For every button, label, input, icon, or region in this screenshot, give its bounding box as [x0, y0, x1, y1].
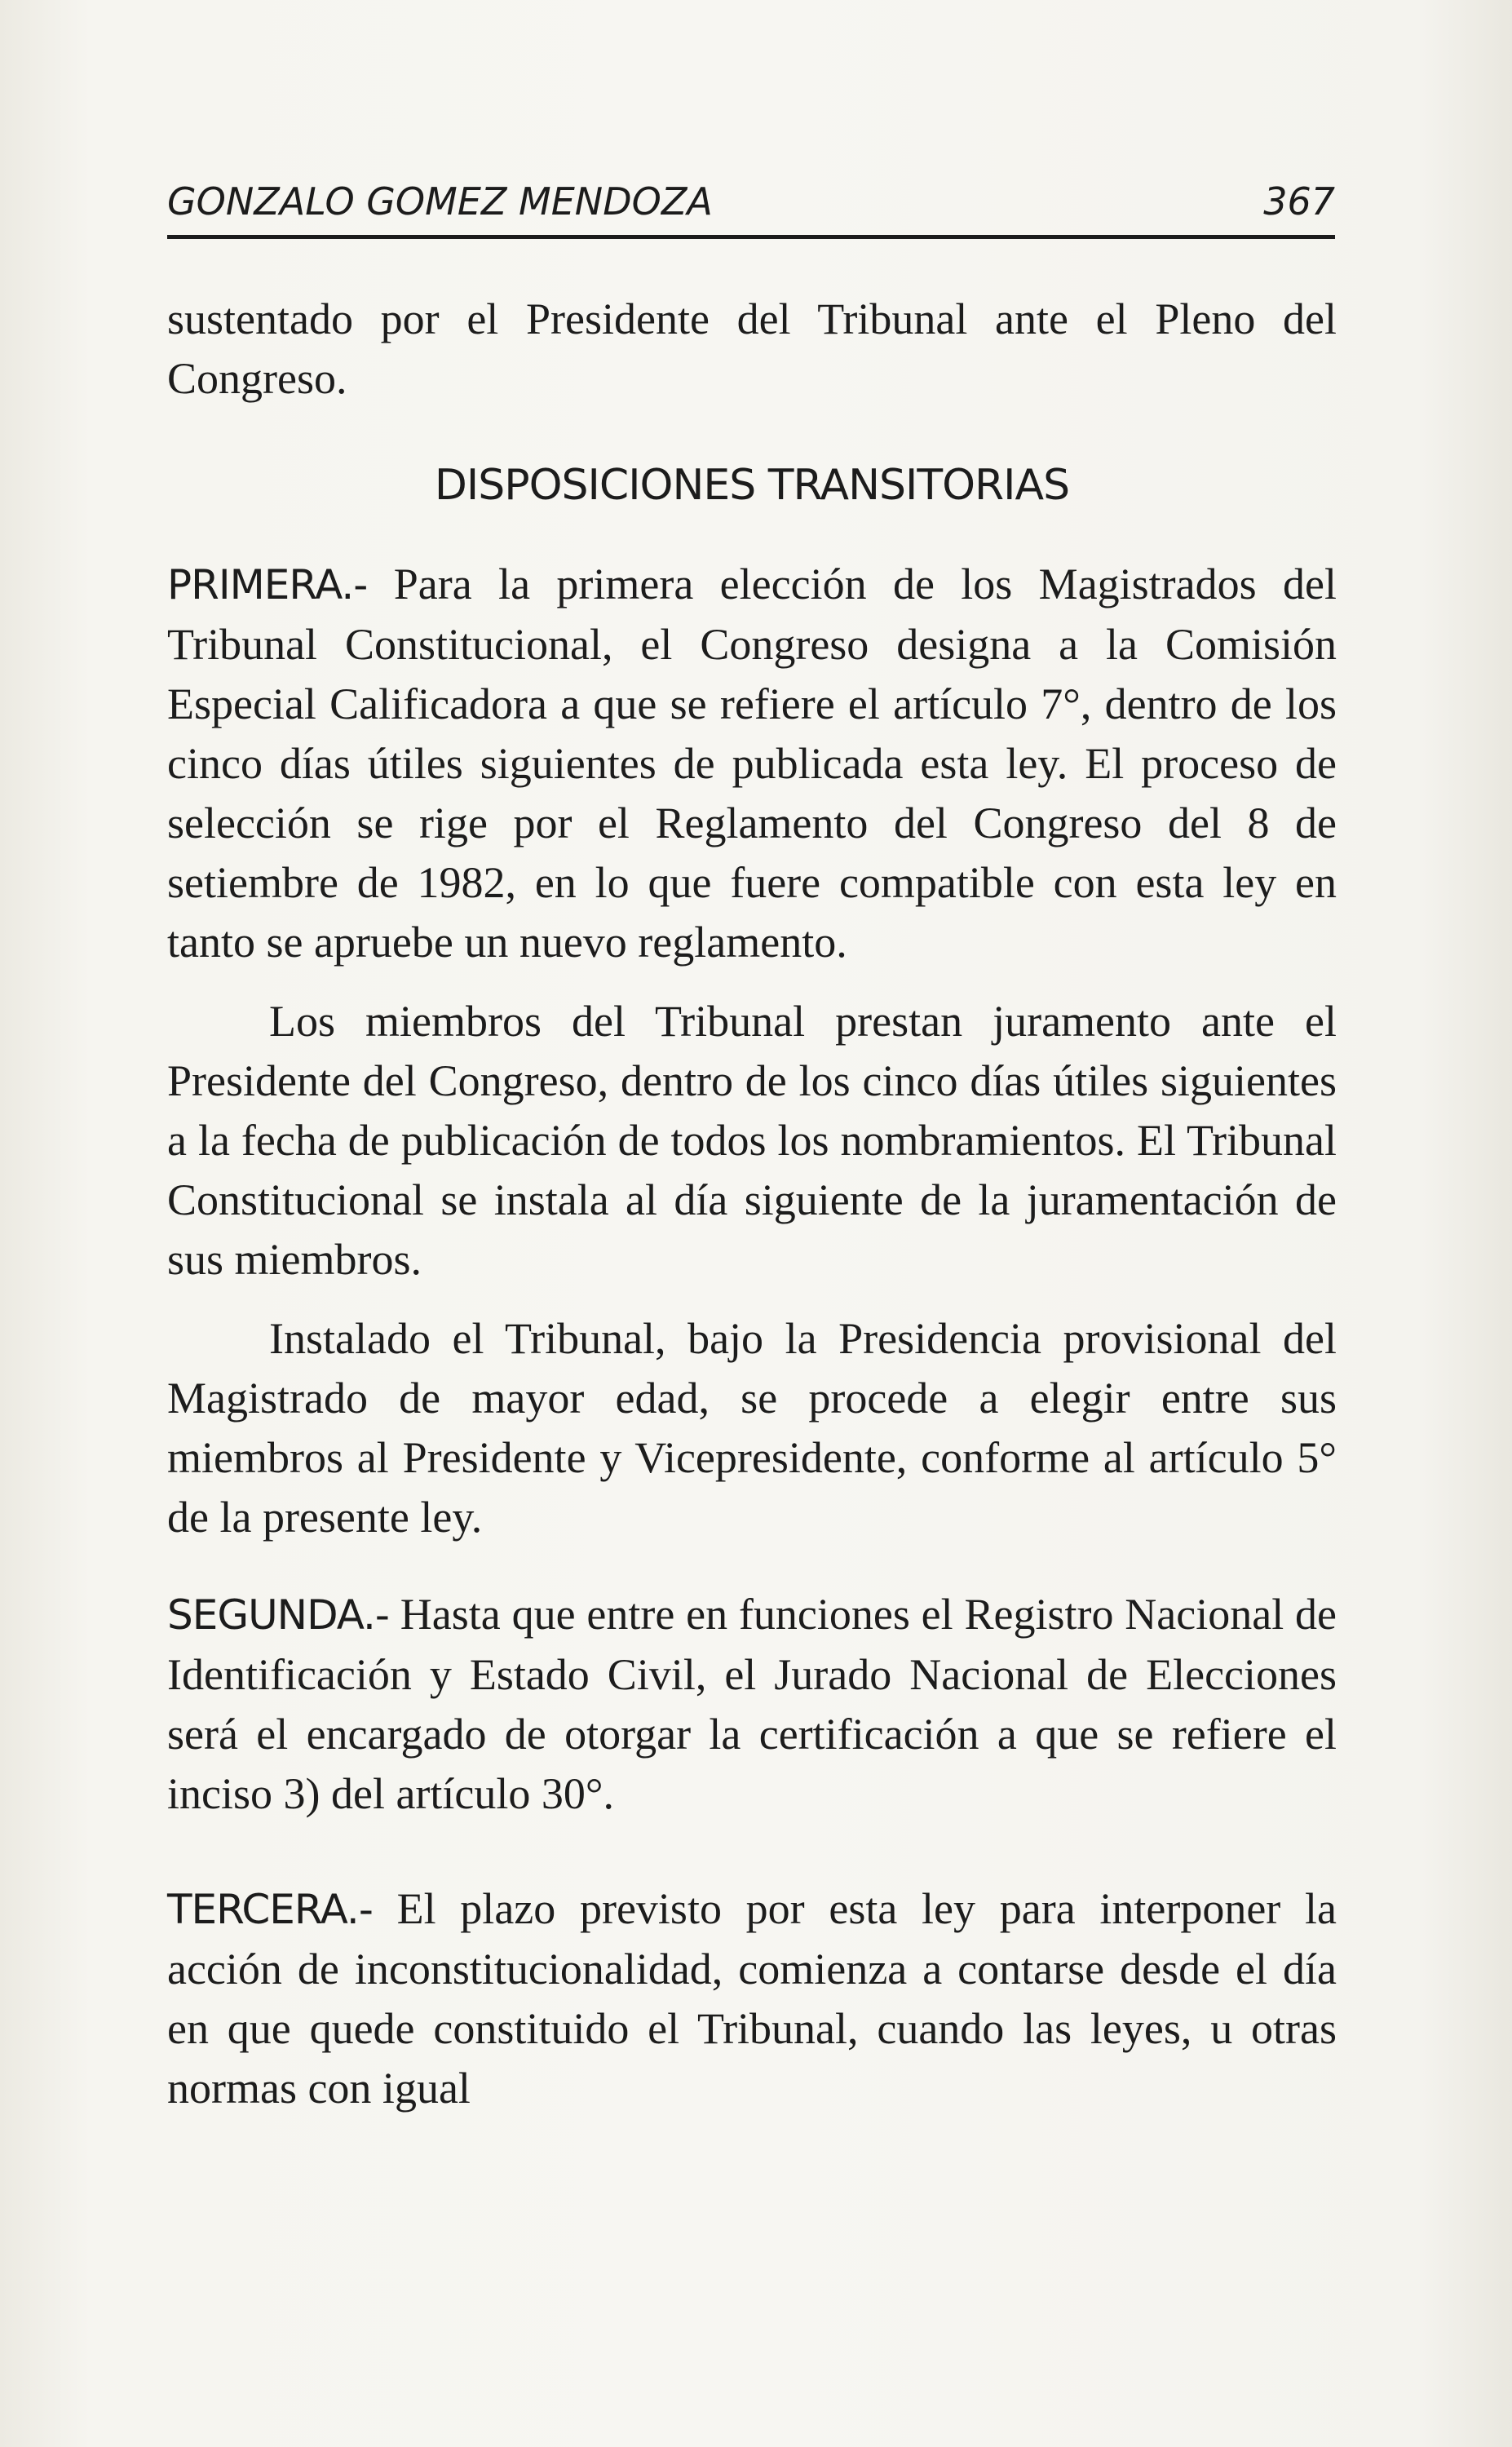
primera-text: Para la primera elección de los Magistrados del Tribunal Constitucional, el Congreso designa a la Comisión Especial Calificadora a que se refiere el artículo 7°, dentro de los cinco días útiles siguientes de publicada esta ley. El proceso de selección se rige por el Reglamento del Congreso del 8 de setiembre de 1982, en lo que fuere compatible con esta ley en tanto se apruebe un nuevo reglamento. — [167, 560, 1337, 967]
page-body — [167, 290, 1337, 2118]
tercera-paragraph — [167, 1879, 1337, 2118]
instalado-paragraph: Instalado el Tribunal, bajo la Presidencia provisional del Magistrado de mayor edad, se procede a elegir entre sus miembros al Presidente y Vicepresidente, conforme al artículo 5° de la presente ley. — [167, 1314, 1337, 1542]
segunda-paragraph — [167, 1585, 1337, 1824]
tercera-lead: TERCERA.- — [167, 1886, 373, 1933]
segunda-text: Hasta que entre en funciones el Registro Nacional de Identificación y Estado Civil, el Jurado Nacional de Elecciones será el encargado de otorgar la certificación a que se refiere el inciso 3) del artículo 30°. — [167, 1590, 1337, 1818]
tercera-text: El plazo previsto por esta ley para interponer la acción de inconstitucionalidad, comienza a contarse desde el día en que quede constituido el Tribunal, cuando las leyes, u otras normas con igual — [167, 1884, 1337, 2113]
header-author: GONZALO GOMEZ MENDOZA — [167, 179, 713, 223]
primera-paragraph — [167, 555, 1337, 972]
section-title: DISPOSICIONES TRANSITORIAS — [434, 461, 1070, 510]
juramento-paragraph: Los miembros del Tribunal prestan juramento ante el Presidente del Congreso, dentro de los cinco días útiles siguientes a la fecha de publicación de todos los nombramientos. El Tribunal Constitucional se instala al día siguiente de la juramentación de sus miembros. — [167, 997, 1337, 1284]
page-number: 367 — [1263, 179, 1335, 223]
primera-lead: PRIMERA.- — [167, 561, 368, 608]
running-header — [167, 178, 1335, 239]
segunda-lead: SEGUNDA.- — [167, 1591, 389, 1639]
intro-paragraph: sustentado por el Presidente del Tribunal ante el Pleno del Congreso. — [167, 294, 1337, 403]
